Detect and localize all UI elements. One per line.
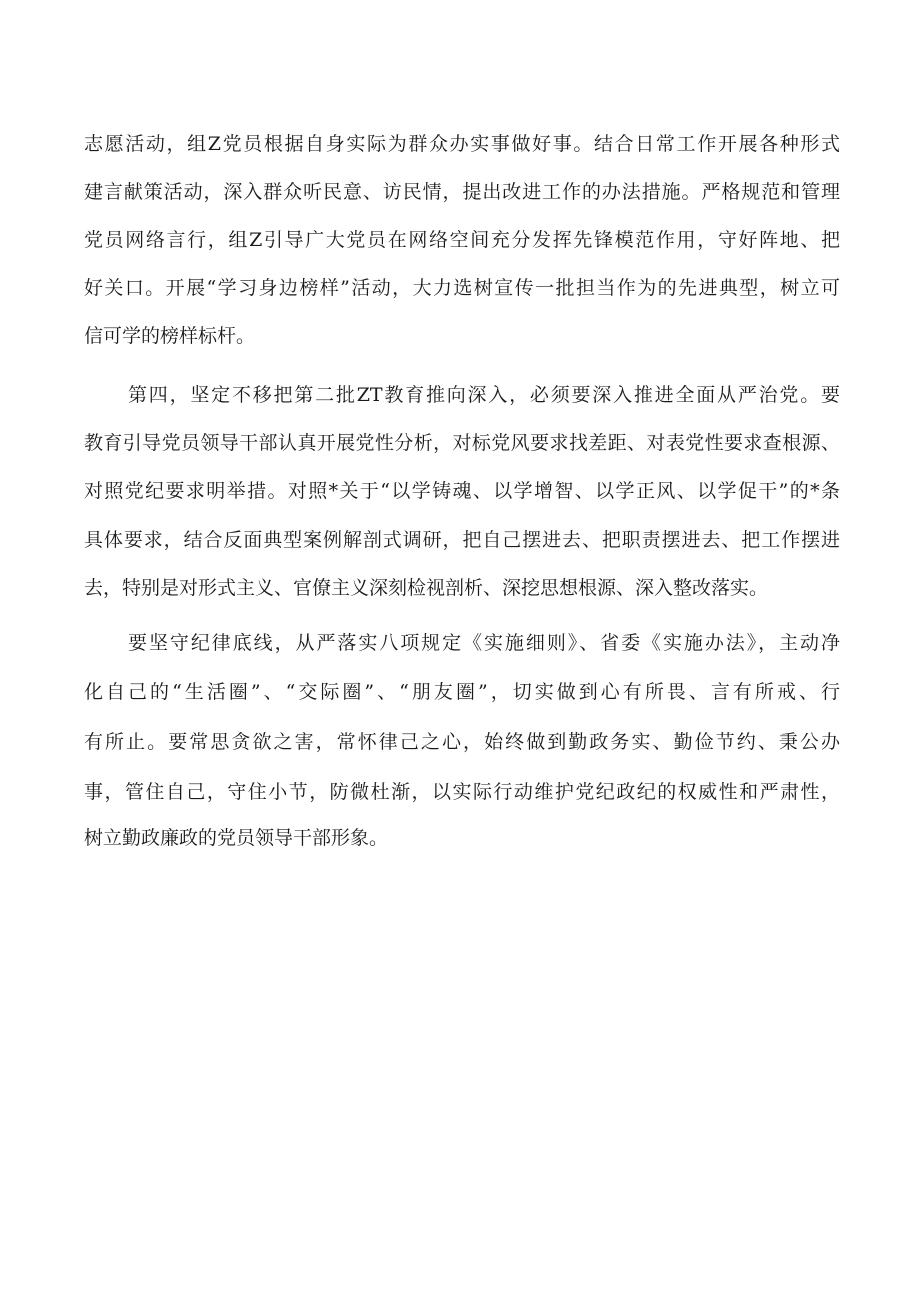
paragraph-line: 党员网络言行，组Z引导广大党员在网络空间充分发挥先锋模范作用，守好阵地、把 <box>84 229 840 251</box>
paragraph-line: 化自己的“生活圈”、“交际圈”、“朋友圈”，切实做到心有所畏、言有所戒、行 <box>84 681 840 703</box>
paragraph-line: 树立勤政廉政的党员领导干部形象。 <box>84 827 389 849</box>
paragraph-line: 去，特别是对形式主义、官僚主义深刻检视剖析、深挖思想根源、深入整改落实。 <box>84 577 769 599</box>
paragraph-line: 有所止。要常思贪欲之害，常怀律己之心，始终做到勤政务实、勤俭节约、秉公办 <box>84 731 840 753</box>
paragraph-line: 信可学的榜样标杆。 <box>84 325 256 347</box>
paragraph-line: 要坚守纪律底线，从严落实八项规定《实施细则》、省委《实施办法》，主动净 <box>128 632 840 654</box>
paragraph-line: 对照党纪要求明举措。对照*关于“以学铸魂、以学增智、以学正风、以学促干”的*条 <box>84 480 840 502</box>
paragraph-line: 建言献策活动，深入群众听民意、访民情，提出改进工作的办法措施。严格规范和管理 <box>84 181 840 203</box>
paragraph-line: 事，管住自己，守住小节，防微杜渐，以实际行动维护党纪政纪的权威性和严肃性， <box>84 781 840 803</box>
paragraph-line: 教育引导党员领导干部认真开展党性分析，对标党风要求找差距、对表党性要求查根源、 <box>84 432 840 454</box>
paragraph-line: 志愿活动，组Z党员根据自身实际为群众办实事做好事。结合日常工作开展各种形式 <box>84 133 840 155</box>
paragraph-line: 具体要求，结合反面典型案例解剖式调研，把自己摆进去、把职责摆进去、把工作摆进 <box>84 529 840 551</box>
paragraph-line: 好关口。开展“学习身边榜样”活动，大力选树宣传一批担当作为的先进典型，树立可 <box>84 277 840 299</box>
paragraph-line: 第四，坚定不移把第二批ZT教育推向深入，必须要深入推进全面从严治党。要 <box>128 384 840 406</box>
